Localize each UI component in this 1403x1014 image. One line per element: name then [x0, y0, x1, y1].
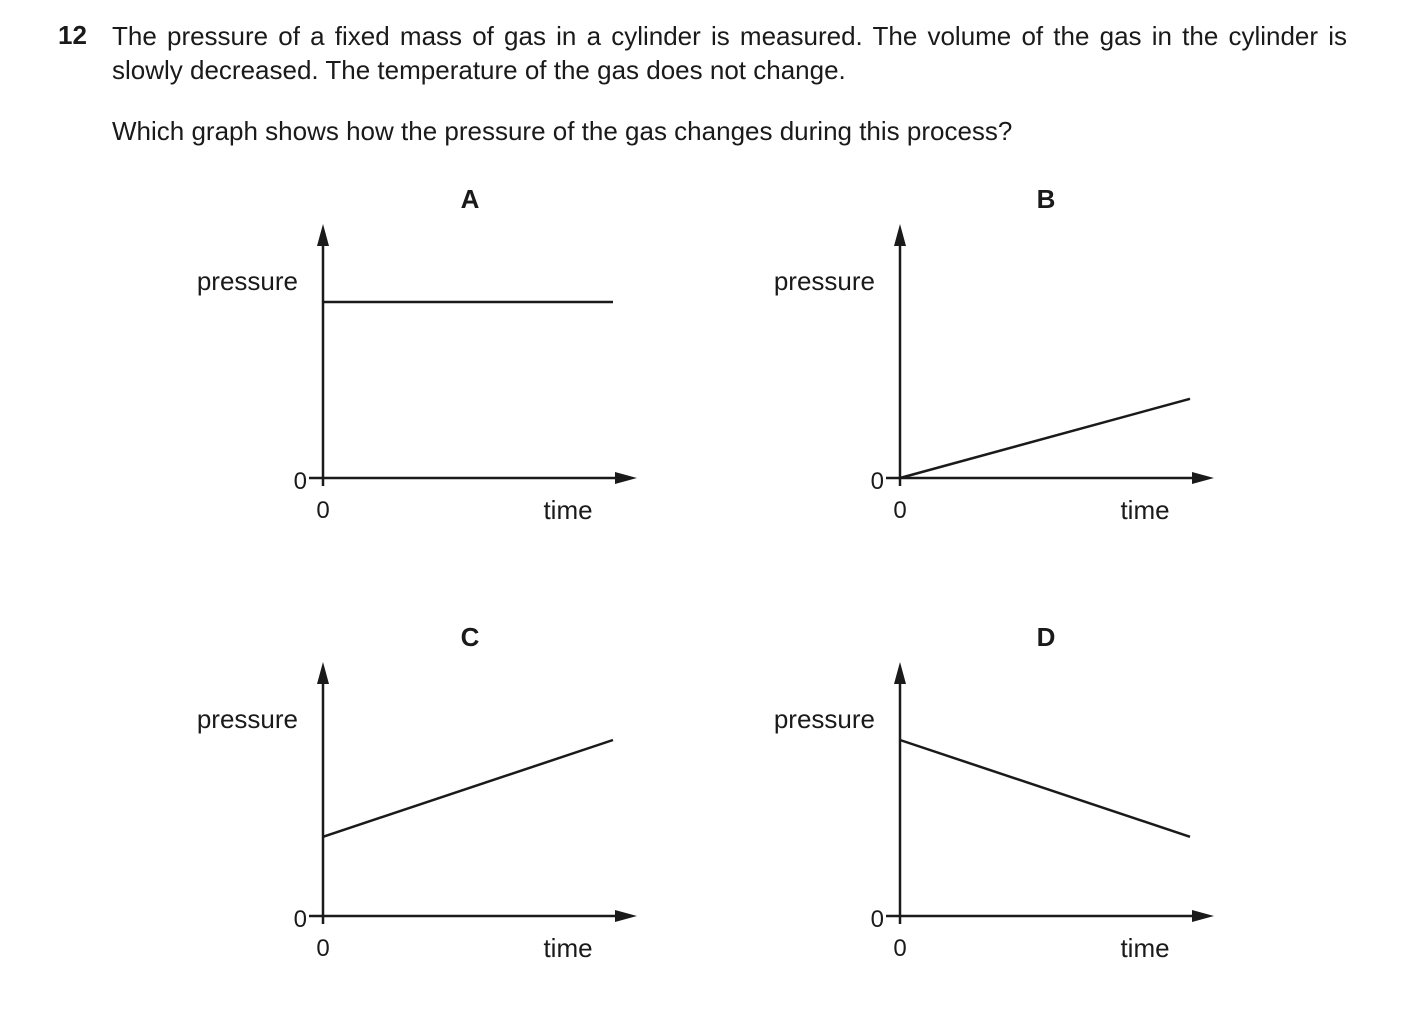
graph-title-c: C	[460, 622, 480, 652]
graph-title-b: B	[1036, 184, 1056, 214]
question-number: 12	[58, 20, 87, 50]
question-prompt: Which graph shows how the pressure of the gas changes during this process?	[112, 116, 1013, 146]
y-tick-label-a: 0	[293, 468, 307, 495]
x-axis-label-a: time	[543, 495, 593, 525]
x-tick-label-d: 0	[893, 935, 907, 962]
x-tick-label-a: 0	[316, 497, 330, 524]
pressure-line-c	[323, 740, 613, 837]
x-axis-arrow-d	[1192, 910, 1214, 922]
x-axis-arrow-b	[1192, 472, 1214, 484]
y-axis-arrow-d	[894, 662, 906, 684]
pressure-line-d	[900, 740, 1190, 837]
y-axis-arrow-b	[894, 224, 906, 246]
y-axis-label-a: pressure	[196, 266, 298, 296]
y-axis-arrow-c	[317, 662, 329, 684]
question-stem: The pressure of a fixed mass of gas in a cylinder is measured. The volume of the gas in the cylinder is slowly decreased. The temperature of the gas does not change.	[112, 21, 1347, 85]
x-axis-label-d: time	[1120, 933, 1170, 963]
graph-title-a: A	[460, 184, 480, 214]
y-tick-label-b: 0	[870, 468, 884, 495]
x-tick-label-c: 0	[316, 935, 330, 962]
graph-title-d: D	[1036, 622, 1056, 652]
x-axis-label-c: time	[543, 933, 593, 963]
y-tick-label-d: 0	[870, 906, 884, 933]
y-axis-label-d: pressure	[773, 704, 875, 734]
y-tick-label-c: 0	[293, 906, 307, 933]
y-axis-label-b: pressure	[773, 266, 875, 296]
y-axis-arrow-a	[317, 224, 329, 246]
x-axis-label-b: time	[1120, 495, 1170, 525]
x-axis-arrow-a	[615, 472, 637, 484]
y-axis-label-c: pressure	[196, 704, 298, 734]
graph-d	[774, 622, 1214, 963]
pressure-line-b	[900, 399, 1190, 478]
graph-a	[197, 184, 637, 525]
graph-c	[197, 622, 637, 963]
x-tick-label-b: 0	[893, 497, 907, 524]
graph-b	[774, 184, 1214, 525]
x-axis-arrow-c	[615, 910, 637, 922]
